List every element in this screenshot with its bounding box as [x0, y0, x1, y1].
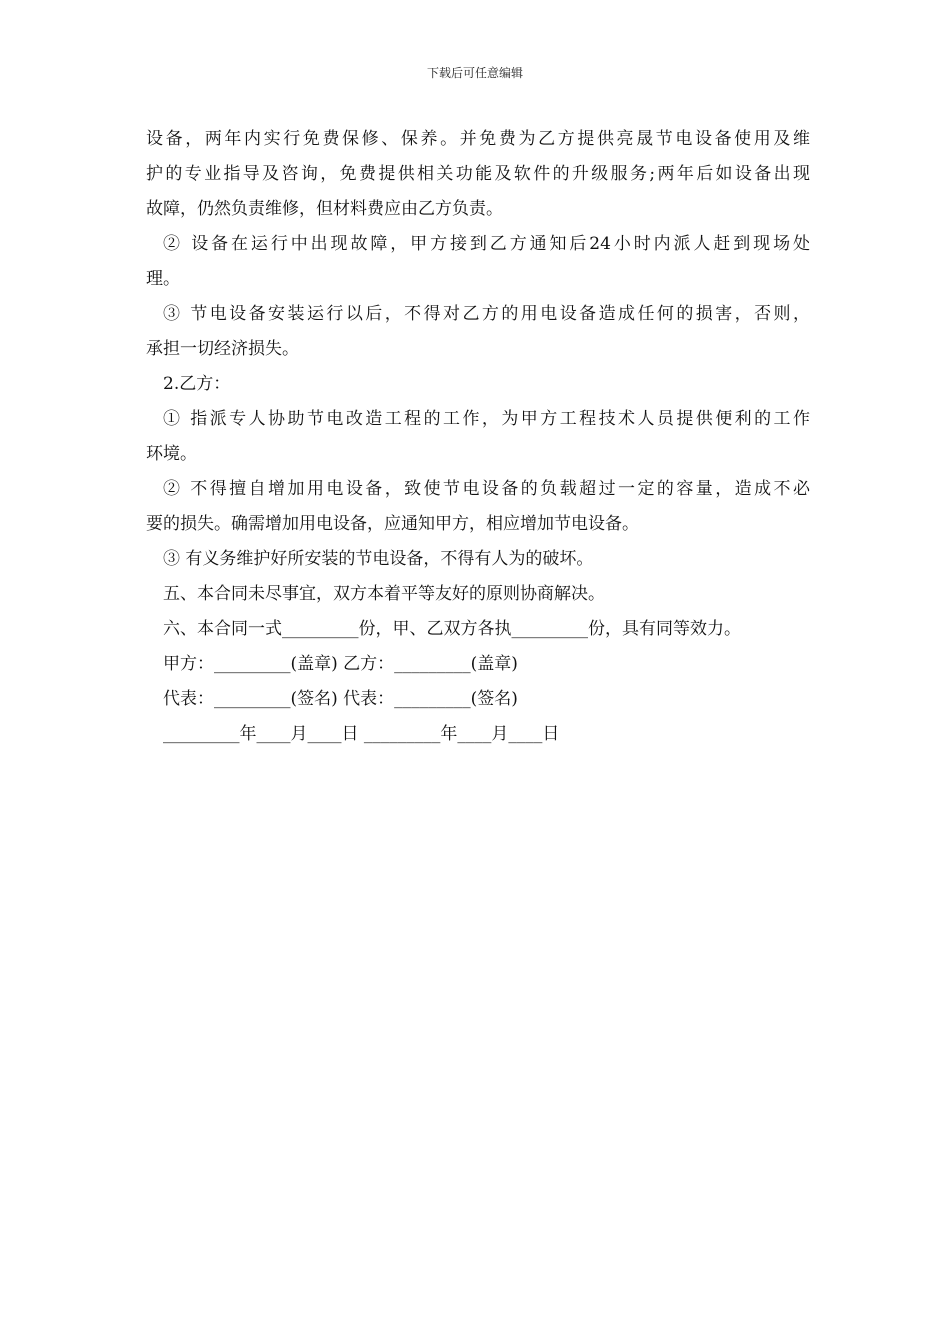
text-line: 故障，仍然负责维修，但材料费应由乙方负责。 [146, 199, 503, 219]
text-line: 2.乙方： [163, 374, 231, 394]
signature-date-line: _________年____月____日 _________年____月____日 [163, 724, 560, 744]
text-line: 要的损失。确需增加用电设备，应通知甲方，相应增加节电设备。 [146, 514, 639, 534]
text-line: ② 不得擅自增加用电设备，致使节电设备的负载超过一定的容量，造成不必 [163, 479, 810, 499]
text-line: 护的专业指导及咨询，免费提供相关功能及软件的升级服务;两年后如设备出现 [146, 164, 810, 184]
signature-representative-line: 代表：_________(签名) 代表：_________(签名) [163, 689, 518, 709]
text-line: 六、本合同一式_________份，甲、乙双方各执_________份，具有同等效力。 [163, 619, 741, 639]
text-line: ① 指派专人协助节电改造工程的工作，为甲方工程技术人员提供便利的工作 [163, 409, 810, 429]
signature-party-line: 甲方：_________(盖章) 乙方：_________(盖章) [163, 654, 518, 674]
text-line: 理。 [146, 269, 180, 289]
text-line: 设备，两年内实行免费保修、保养。并免费为乙方提供亮晟节电设备使用及维 [146, 129, 810, 149]
text-line: 承担一切经济损失。 [146, 339, 299, 359]
text-line: 五、本合同未尽事宜，双方本着平等友好的原则协商解决。 [163, 584, 605, 604]
text-line: ③ 节电设备安装运行以后，不得对乙方的用电设备造成任何的损害，否则， [163, 304, 810, 324]
text-line: 环境。 [146, 444, 197, 464]
document-body [146, 122, 810, 752]
text-line: ② 设备在运行中出现故障，甲方接到乙方通知后24小时内派人赶到现场处 [163, 234, 810, 254]
page-header: 下载后可任意编辑 [426, 66, 523, 80]
text-line: ③ 有义务维护好所安装的节电设备，不得有人为的破坏。 [163, 549, 594, 569]
